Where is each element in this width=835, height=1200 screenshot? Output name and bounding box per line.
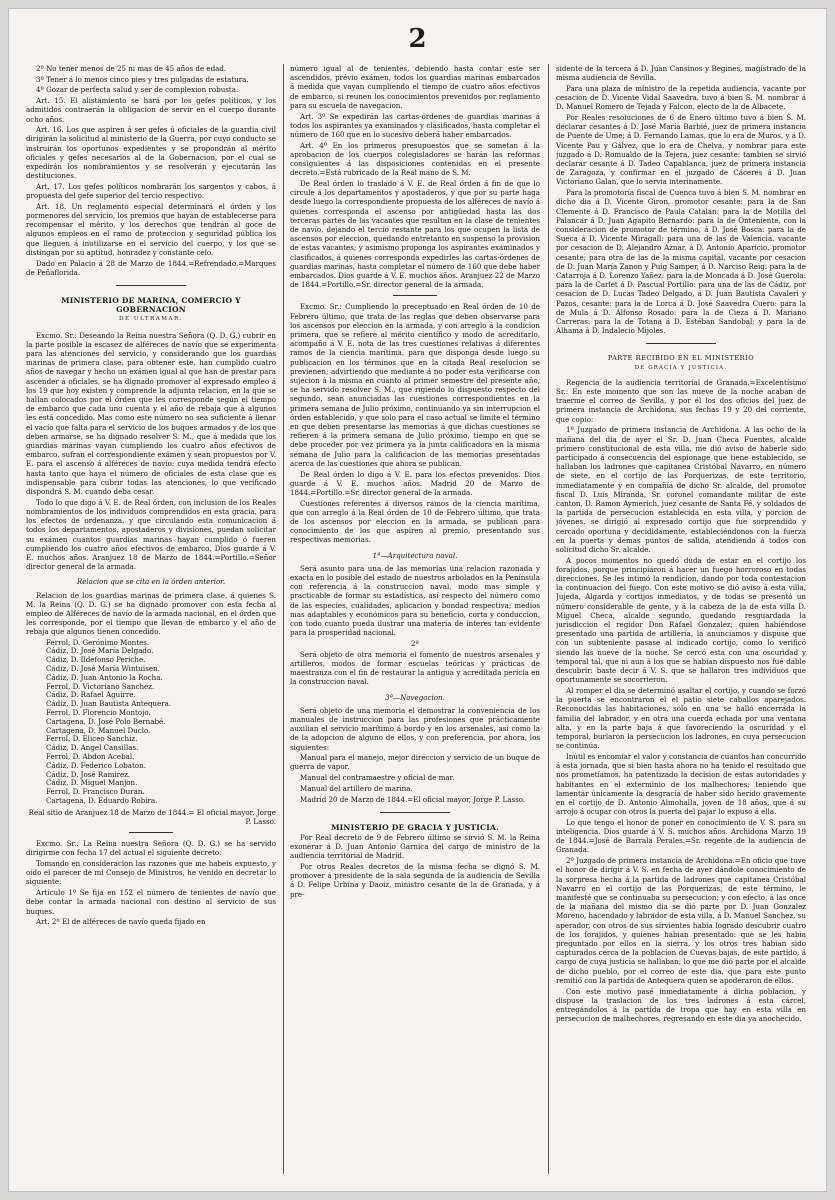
newspaper-page [8,8,827,1192]
list-item: Cádiz, D. José Ramirez. [46,769,131,779]
section-heading-marina: MINISTERIO DE MARINA, COMERCIO Y GOBERNACION [61,295,241,315]
list-item: Ferrol, D. Victoriano Sanchez. [46,681,155,691]
list-item: Cartagena, D. Eduardo Robira. [46,795,158,805]
list-item: Cádiz, D. Rafael Aguirre. [46,690,136,700]
list-item: Ferrol, D. Abdon Acebal. [46,751,135,761]
paragraph: Cuestiones referentes á diversos ramos de la ciencia marítima, que con arreglo á la Real órden de 10 de Febrero último, que trata de los ascensos por eleccion en la armada, se publican para conocimiento de los que aspiren al premio, presentando sus respectivas memorias. [290,498,540,545]
subsection-heading: 1ª—Arquitectura naval. [372,550,458,560]
paragraph: Regencia de la audiencia territorial de Granada.=Excelentísimo Sr.: En este momento que son las nueve de la noche acaban de traerme el correo de Sevilla, y por él los dos oficios del juez de primera instancia de Archidona, sus fechas 19 y 20 del corriente, que copio: [556,377,806,424]
list-item: Cádiz, D. Federico Lobaton. [46,760,146,770]
column-rule [283,64,284,1174]
paragraph: Excmo. Sr.: La Reina nuestra Señora (Q. D. G.) se ha servido dirigirme con fecha 17 del actual el siguiente decreto: [26,839,276,858]
section-heading-parte: PARTE RECIBIDO EN EL MINISTERIO [607,354,755,363]
relacion-heading: Relacion que se cita en la órden anterior. [76,577,226,587]
paragraph: Relacion de los guardias marinas de primera clase, á quienes S. M. la Reina (Q. D. G.) se ha dignado promover con esta fecha al empleo de Alféreces de navío de la armada nacional, en el órden que les corresponde, por el tiempo que llevan de embarco y el año de rebaja que algunos tienen concedido. [26,590,276,637]
list-item: Cádiz, D. José María Delgado. [46,646,154,656]
column-middle [290,64,540,1176]
paragraph: Art. 4º En los primeros presupuestos que se sometan á la aprobacion de los cuerpos colegisladores se harán las reformas consiguientes á las disposiciones contenidas en el presente decreto.=Está rubricado de la Real mano de S. M. [290,140,540,178]
list-item: Cádiz, D. Juan Antonio la Rocha. [46,672,163,682]
paragraph: De Real órden lo traslado á V. E. de Real órden á fin de que lo circule á los departamentos y apostaderos, y que por su parte haga desde luego la correspondiente propuesta de los alféreces de navío á quienes corresponda el ascenso por antigüedad hasta las dos terceras partes de las vacantes que resultan en la clase de tenientes de navío, dejando el tercio restante para los que ocupen la lista de ascensos por eleccion, quedando entretanto en suspenso la provision de estas vacantes; y asimismo proponga los aspirantes examinados y clasificados, á quienes corresponda expedirles las cartas-órdenes de guardias marinas, hasta completar el número de 160 que debe haber embarcados. Dios guarde á V. E. muchos años. Aranjuez 22 de Marzo de 1844.=Portillo.=Sr. director general de la armada. [290,178,540,290]
section-subheading: DE GRACIA Y JUSTICIA. [634,364,728,371]
signature: Real sitio de Aranjuez 18 de Marzo de 1844.= El oficial mayor, Jorge P. Lasso. [28,807,276,826]
section-heading-gracia-justicia: MINISTERIO DE GRACIA Y JUSTICIA. [331,822,499,832]
list-item: Cartagena, D. José Polo Bernabé. [46,716,166,726]
list-item: Ferrol, D. Florencio Montojo. [46,707,151,717]
paragraph: Todo lo que digo á V. E. de Real órden, con inclusion de los Reales nombramientos de los individuos comprendidos en esta gracia, para los efectos de ordenanza, y que circulando esta comunicacion á todos los departamentos, apostaderos y divisiones, puedan solicitar su exámen cuantos guardias marinas hayan cumplido ó fueren cumpliendo los cuatro años efectivos de embarco. Dios guarde á V. E. muchos años. Aranjuez 18 de Marzo de 1844.=Portillo.=Señor director general de la armada. [26,497,276,572]
list-item: Ferrol, D. Eliceo Sanchiz. [46,734,138,744]
paragraph: 4º Gozar de perfecta salud y ser de complexion robusta. [36,85,239,95]
paragraph: Por Real decreto de 9 de Febrero último se sirvió S. M. la Reina exonerar á D. Juan Antonio Garnica del cargo de ministro de la audiencia territorial de Madrid. [290,832,540,861]
list-item: Cádiz, D. Juan Bautista Antequera. [46,699,172,709]
paragraph: Artículo 1º Se fija en 152 el número de tenientes de navío que debe contar la armada nacional con destino al servicio de sus buques. [26,888,276,916]
paragraph: Art. 15. El alistamiento se hará por los gefes políticos, y los admitidos contraerán la obligacion de servir en el cuerpo durante ocho años. [26,96,276,124]
paragraph: Excmo. Sr.: Cumpliendo lo preceptuado en Real órden de 10 de Febrero último, que trata de las reglas que deben observarse para los ascensos por eleccion en la armada, y con arreglo á la condicion primera, que se refiere al mérito científico y modo de acreditarlo, acompaño á V. E. nota de las tres cuestiones relativas á diferentes ramos de la ciencia marítima, para que disponga desde luego su publicacion en los términos que en la citada Real resolucion se previenen; advirtiendo que mediante á no poder esta verificarse con sujecion á la misma en cuanto al primer semestre del presente año, se ha servido resolver S. M., que rigiendo lo dispuesto respecto del segundo, sean anunciadas las cuestiones correspondientes en la primera semana de Julio próximo, continuando ya sin interrupcion el órden establecido, y que solo para el caso actual se limite el término en que deben presentarse las memorias á que dichas cuestiones se refieren á la primera semana de Julio próximo, tiempo en que se debe proceder por vez primera ya la junta calificadora en la misma semana de Julio para la calificacion de las memorias presentadas acerca de las cuestiones que ahora se publican. [290,302,540,468]
paragraph: Manual del contramaestre y oficial de mar. [300,773,455,783]
paragraph: Tomando en consideracion las razones que me habeis expuesto, y oido el parecer de mi Consejo de Ministros, he venido en decretar lo siguiente: [26,859,276,887]
paragraph: número igual al de tenientes, debiendo hasta contar este ser ascendidos, prévio exámen, todos los guardias marinas embarcados á medida que vayan cumpliendo el tiempo de cuatro años efectivos de embarco, si reunen los conocimientos prevenidos por reglamento para su escuela de navegacion. [290,64,540,110]
paragraph: Por otros Reales decretos de la misma fecha se dignó S. M. promover á presidente de la sala segunda de la audiencia de Sevilla á D. Felipe Urbina y Daoiz, ministro cesante de la de Granada, y á pre- [290,862,540,899]
paragraph: Art. 17. Los gefes políticos nombrarán los sargentos y cabos, á propuesta del gefe superior del tercio respectivo. [26,181,276,201]
subsection-heading: 2ª [411,638,419,648]
section-divider [646,343,716,344]
column-right [556,64,806,1176]
list-item: Cádiz, D. Angel Cansillas. [46,743,139,753]
list-item: Ferrol, D. Gerónimo Montes. [46,637,150,647]
paragraph: Inútil es encomiar el valor y constancia de cuantos han concurrido á esta jornada, que si bien hasta ahora no ha tenido el resultado que nos prometíamos, ha patentizado la decision de estas autoridades y habitantes en el exterminio de los malhechores; teniendo que lamentar únicamente la desgracia de haber sido herido gravemente en el cortijo de D. Antonio Almohalla, joven de 18 años, que á su arrojo á ocupar con otros la puerta del pajar lo expuso á ella. [556,751,806,817]
paragraph: 3º Tener á lo menos cinco pies y tres pulgadas de estatura. [36,74,249,84]
list-item: Cádiz, D. Ildefonso Periche. [46,655,146,665]
paragraph: Con este motivo pasé inmediatamente á dicha poblacion, y dispuse la traslacion de los tres ladrones á esta cárcel, entregándolos á la partida de tropa que hay en esta villa en persecucion de malhechores, regresando en este dia ya anochecido. [556,986,806,1024]
paragraph: Art. 16. Los que aspiren á ser gefes ú oficiales de la guardia civil dirigirán la solicitud al ministerio de la Guerra, por cuyo conducto se instruirán los oportunos expedientes y se propondrán al mérito oficiales y gefes necesarios al de la Gobernacion, por el cual se expedirán los nombramientos y se resolverán y ejecutarán las destituciones. [26,125,276,181]
section-divider [380,812,450,813]
column-rule [548,64,549,1174]
list-item: Cartagena, D. Manuel Duclo. [46,725,151,735]
section-subheading: DE ULTRAMAR. [118,316,184,323]
list-item: Ferrol, D. Francisco Duran. [46,787,145,797]
paragraph: Será objeto de una memoria el demostrar la conveniencia de los manuales de instruccion para las profesiones que prácticamente auxilian el servicio marítimo á bordo y en los arsenales, así como la de la adopcion de alguno de ellos, y con preferencia, por ahora, los siguientes: [290,705,540,752]
page-number: 2 [408,24,427,54]
list-item: Cádiz, D. Miguel Manjon. [46,778,138,788]
paragraph: sidente de la tercera á D. Juan Cansinos y Begines, magistrado de la misma audiencia de Sevilla. [556,64,806,83]
paragraph: 1º Juzgado de primera instancia de Archidona. A las ocho de la mañana del dia de ayer el Sr. D. Juan Checa Fuentes, alcalde primero constitucional de esta villa, me dió aviso de haberle sido participado á consecuencia del espionage que tiene establecido, se hallaban los ladrones que capitanea Cristóbal Navarro, en número de siete, en el cortijo de las Porquerizas, de este territorio, inmediatamente y en compañía de dicho Sr. alcalde, del promotor fiscal D. Luis Miranda, Sr. coronel comandante militar de este canton, D. Ramon Aymerich, juez cesante de Santa Fé, y soldados de la partida de persecucion establecida en esta villa, y porcion de jóvenes, se dirigió al expresado cortijo que fue sorprendido y cercado oportuna y decididamente, estableciéndonos con la fuerza en la puerta y demas puntos de salida, atendiendo á todos con solicitud dicho Sr. alcalde. [556,425,806,554]
paragraph: Madrid 20 de Marzo de 1844.=El oficial mayor, Jorge P. Lasso. [300,794,526,804]
paragraph: Manual del artillero de marina. [300,783,413,793]
paragraph: Para una plaza de ministro de la repetida audiencia, vacante por cesacion de D. Vicente Vidal Saavedra, tuvo á bien S. M. nombrar á D. Manuel Romero de Tejada y Falcon, electo de la de Albacete. [556,83,806,112]
section-divider [116,285,186,286]
paragraph: 2º No tener menos de 25 ni mas de 45 años de edad. [36,64,227,73]
subsection-heading: 3ª—Navegacion. [385,692,445,702]
paragraph: Será objeto de otra memoria el fomento de nuestros arsenales y artilleros, modos de formar escuelas teóricas y prácticas de maestranza con el fin de restaurar la antigua y acreditada pericia en la construccion naval. [290,649,540,687]
paragraph: Lo que tengo el honor de poner en conocimiento de V. S. para su inteligencia. Dios guarde á V. S. muchos años. Archidona Marzo 19 de 1844.=José de Barrala Perales.=Sr. regente de la audiencia de Granada. [556,817,806,855]
paragraph: Al romper el dia se determinó asaltar el cortijo, y cuando se forzó la puerta se encontraron el el patio siete caballos aparejados. Reconocidas las habitaciones, solo en una se halló encerrada la familia del labrador, y en otra una cuerda echada por una ventana alta, y en la parte baja á que favoreciendo la oscuridad y el temporal, burlaron la persecucion los ladrones, en cuya persecucion se continúa. [556,686,806,751]
paragraph: Manual para el manejo, mejor direccion y servicio de un buque de guerra de vapor. [290,753,540,772]
paragraph: Art. 2º El de alféreces de navío queda fijado en [36,917,206,927]
paragraph: Art. 18. Un reglamento especial determinará el órden y los pormenores del servicio, los premios que hayan de establecerse para recompensar el mérito, y los derechos que tendrán al goce de algunos empleos en el ramo de proteccion y seguridad pública los que lleguen á inutilizarse en el servicio del cuerpo, y los que se distingan por su aptitud, honradez y constante celo. [26,201,276,257]
paragraph: Por Reales resoluciones de 6 de Enero último tuvo á bien S. M. declarar cesantes á D. José María Barbié, juez de primera instancia de Puente de Ume; á D. Fernando Lamas, que lo era de Muros, y á D. Vicente Pau y Gálvez, que lo era de Chelva, y nombrar para este juzgado á D. Romualdo de la Tejera, juez cesante: tambien se sirvió declarar cesante á D. Tadeo Capablanca, juez de primera instancia de Zaragoza, y confirmar en el juzgado de Cáceres á D. Juan Victoriano Galan, que lo servia interinamente. [556,113,806,187]
paragraph: Excmo. Sr.: Deseando la Reina nuestra Señora (Q. D. G.) cubrir en la parte posible la escasez de alféreces de navío que se experimenta para las atenciones del servicio, y considerando que los guardias marinas de primera clase, para obtener este, han cumplido cuatro años de navegar y hecho un exámen igual al que han de prestar para ascender á oficiales, se ha dignado promover al expresado empleo á los 19 que hoy existen y comprende la adjunta relacion, en la que se hallan colocados por el órden que les corresponde según el tiempo de embarco que cada uno cuenta y el año de rebaja que á algunos les está concedido. Mas como este número no sea suficiente á llenar el vacío que falta para el servicio de los buques armados y de los que deben armarse, se ha dignado resolver S. M., que á medida que los guardias marinas vayan cumpliendo los cuatro años efectivos de embarco, sufran el correspondiente exámen y sean propuestos por V. E. para el ascenso á alféreces de navío: cuya medida tendrá efecto hasta tanto que haya el número de oficiales de esta clase que es indispensable para cubrir todas las atenciones, lo que verificado dispondrá S. M. cuando deba cesar. [26,330,276,497]
paragraph: De Real órden lo digo á V. E. para los efectos prevenidos. Dios guarde á V. E. muchos años. Madrid 20 de Marzo de 1844.=Portillo.=Sr. director general de la armada. [290,469,540,497]
paragraph: Dado en Palacio á 28 de Marzo de 1844.=Refrendado.=Marques de Peñaflorida. [26,258,276,277]
divider [129,832,173,833]
divider [393,295,437,296]
paragraph: Art. 3º Se expedirán las cartas-órdenes de guardias marinas á todos los aspirantes ya examinados y clasificados, hasta completar el número de 160 que en lo sucesivo deberá haber embarcados. [290,111,540,139]
paragraph: 2º Juzgado de primera instancia de Archidona.=En oficio que tuve el honor de dirigir á V. S. en fecha de ayer dándole conocimiento de la sorpresa hecha á la partida de ladrones que capitanea Cristóbal Navarro en el cortijo de las Porquerizas, de este término, le manifesté que se continuaba su persecucion; y con efecto, á las once de la mañana del mismo dia se dió parte por D. Juan Gonzalez Moreno, hacendado y labrador de esta villa, á D. Manuel Sanchez, su aperador, con otros de sus sirvientes habia logrado descubrir cuatro de los forajidos, y quienes habian presentado: que se les habia preguntado por ellos en la sierra, y los otros tres habian sido capturados cerca de la poblacion de Cuevas bajas, de este partido, á cargo de cuya justicia se hallaban; lo que me dió parte por el alcalde de dicho pueblo, por el correo de este dia, que para este punto remitió con la partida de Antequera quien se apoderaron de ellos. [556,856,806,985]
officer-list [46,639,276,806]
paragraph: Para la promotoría fiscal de Cuenca tuvo á bien S. M. nombrar en dicho dia á D. Vicente Giron, promotor cesante: para la de San Clemente á D. Francisco de Paula Catalan: para la de Motilla del Palancar á D. Juan Agapito Bernardo: para la de Onteniente, con la consideracion de promotor de término, á D. José Bosca: para la de Sueca á D. Vicente Miragall: para una de las de Valencia, vacante por cesacion de D. Alejandro Aznar, á D. Antonio Aparicio, promotor cesante; para otra de las de la misma capital, vacante por cesacion de D. Juan María Zanon y Puig Samper, á D. Narciso Reig: para la de Catarroja á D. Lorenzo Yañez: para la de Moncada á D. José Guerola: para la de Carlet á D. Pascual Portillo: para una de las de Cádiz, por cesacion de D. Lucas Tadeo Delgado, á D. Juan Bautista Cavaleri y Pazos, cesante: para la de Lorca á D. José Saavedra Cuero: para la de Mula á D. Alfonso Rosado: para la de Cieza á D. Mariano Carreras: para la de Totana á D. Estéban Sandobal; y para la de Alhama á D. Indalecio Mijoles. [556,188,806,336]
paragraph: Será asunto para una de las memorias una relacion razonada y exacta en lo posible del estado de nuestros arbolados en la Península con referencia á la construccion naval, modo mas simple y practicable de formar su estadística, así respecto del número como de las especies, cualidades, aplicacion y bondad respectiva; medios mas adaptables y económicos para su beneficio, corta y conduccion, con todo cuanto pueda ilustrar una materia de interes tan evidente para la prosperidad nacional. [290,563,540,638]
column-left [26,64,276,1176]
list-item: Cádiz, D. José María Wintuisen. [46,663,160,673]
paragraph: A pocos momentos no quedó duda de estar en el cortijo los forajidos, porque principiaron á hacer un fuego horroroso en todas direcciones. Se les intimó la rendicion, dando por toda contestacion la continuacion del fuego. Con este motivo se dió aviso á esta villa, Jujeda, Algarda y cortijos inmediatos, y de todas se presentó un número considerable de gente, y á la cabeza de la de esta villa D. Miguel Checa, alcalde segundo, quedando resguardada la jurisdiccion el regidor Don Rafael Gonzalez; quien habiéndose presentado una partida de artillería, la anunciamos y dispuse que con un subteniente pasase al indicado cortijo, como lo verificó siendo las nueve de la noche. Se cercó esta con una oscuridad y temporal tal, que ni aun á los que se habian dispuesto nos fué dable descubrir: baste decir á V. S. que se hallaron tres individuos que oportunamente se socorrieron. [556,555,806,685]
